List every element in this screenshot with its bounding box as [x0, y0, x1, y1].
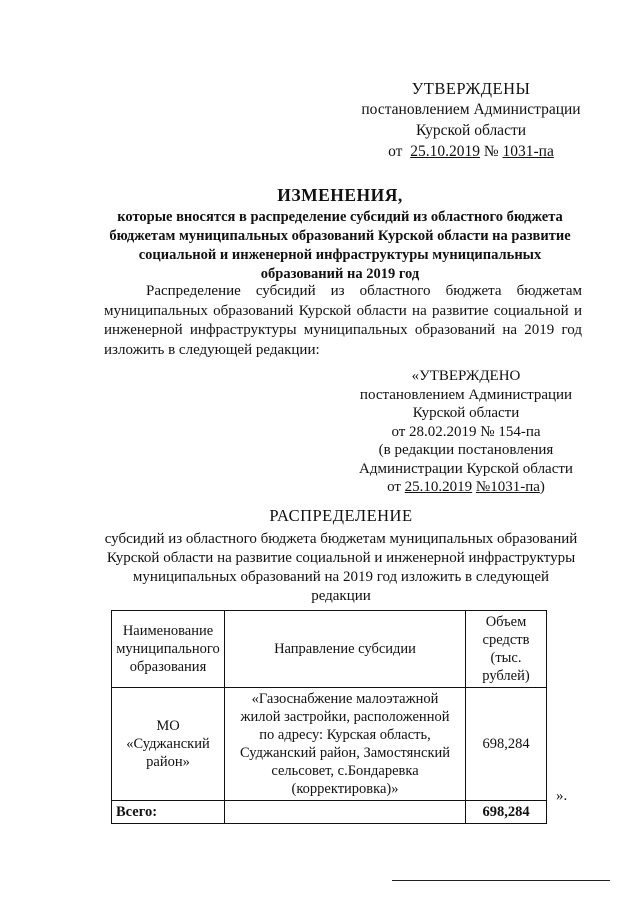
approval-date-line — [340, 141, 602, 162]
approval2-date-prefix: от — [387, 479, 401, 495]
header-municipality: Наименование муниципального образования — [112, 611, 225, 688]
closing-quote-mark: ». — [556, 788, 568, 804]
header-direction: Направление субсидии — [225, 611, 466, 688]
row-municipality: МО «Суджанский район» — [112, 688, 225, 801]
row-direction: «Газоснабжение малоэтажной жилой застройки, расположенной по адресу: Курская область, Суджанский район, Замостянский сельсовет, с.Бондаревка (корректировка)» — [225, 688, 466, 801]
approval2-close: ) — [539, 479, 545, 495]
approval2-heading: «УТВЕРЖДЕНО — [411, 368, 521, 384]
bottom-divider — [392, 880, 610, 881]
table-row — [112, 688, 547, 801]
approval2-date: 25.10.2019 — [404, 479, 473, 495]
approval2-block — [340, 367, 592, 497]
approval-line-2: Курской области — [415, 122, 527, 139]
approval-heading: УТВЕРЖДЕНЫ — [411, 79, 531, 98]
approval2-date-line — [340, 478, 592, 497]
distribution-heading-block — [96, 506, 586, 606]
approval2-line-4: (в редакции постановления — [378, 442, 554, 458]
title-line-3: социальной и инженерной инфраструктуры муниципальных — [138, 247, 542, 263]
approval2-line-2: Курской области — [412, 405, 520, 421]
header-amount: Объем средств (тыс. рублей) — [466, 611, 547, 688]
row-amount: 698,284 — [466, 688, 547, 801]
distribution-line-2: Курской области на развитие социальной и инженерной инфраструктуры — [106, 550, 576, 566]
total-label: Всего: — [112, 801, 225, 824]
approval-date: 25.10.2019 — [410, 143, 480, 160]
title-line-2: бюджетам муниципальных образований Курской области на развитие — [109, 228, 571, 244]
total-empty-cell — [225, 801, 466, 824]
table-total-row — [112, 801, 547, 824]
table-header-row — [112, 611, 547, 688]
body-paragraph: Распределение субсидий из областного бюджета бюджетам муниципальных образований Курской области на развитие социальной и инженерной инфраструктуры муниципальных образований на 2019 год изложить в следующей редакции: — [104, 283, 582, 358]
approval-number-prefix: № — [483, 143, 499, 160]
distribution-line-3: муниципальных образований на 2019 год изложить в следующей — [132, 569, 550, 585]
title-main: ИЗМЕНЕНИЯ, — [277, 185, 403, 205]
distribution-line-1: субсидий из областного бюджета бюджетам муниципальных образований — [104, 531, 578, 547]
approval-line-1: постановлением Администрации — [361, 101, 581, 118]
approval2-number-prefix: № — [475, 479, 491, 495]
total-amount: 698,284 — [466, 801, 547, 824]
distribution-line-4: редакции — [311, 588, 371, 604]
approval2-line-1: постановлением Администрации — [359, 386, 573, 403]
approval2-number: 1031-па — [490, 479, 540, 495]
title-line-4: образований на 2019 год — [260, 266, 420, 282]
approval-date-prefix: от — [388, 143, 403, 160]
approval-number: 1031-па — [502, 143, 554, 160]
document-title — [80, 182, 600, 284]
subsidy-table — [111, 610, 547, 824]
distribution-heading: РАСПРЕДЕЛЕНИЕ — [269, 506, 413, 525]
title-line-1: которые вносятся в распределение субсидий из областного бюджета — [117, 209, 563, 225]
approval-block — [340, 78, 602, 162]
approval2-line-3: от 28.02.2019 № 154-па — [391, 423, 541, 440]
approval2-line-5: Администрации Курской области — [359, 460, 573, 477]
